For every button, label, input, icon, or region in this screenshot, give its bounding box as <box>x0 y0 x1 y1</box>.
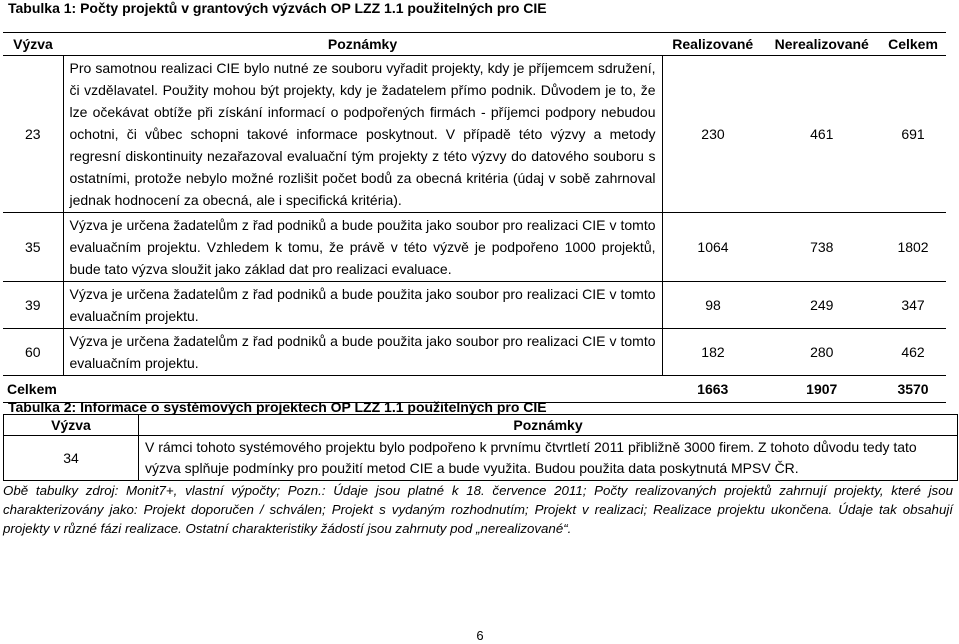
header-vyzva: Výzva <box>4 415 139 436</box>
row-nerealizovane: 280 <box>763 329 880 376</box>
header-vyzva: Výzva <box>3 33 63 56</box>
row-note: V rámci tohoto systémového projektu bylo podpořeno k prvnímu čtvrtletí 2011 přibližně 3000 firem. Z tohoto důvodu tedy tato výzva splňuje podmínky pro použití metod CIE a bude využita. Budou použita data poskytnutá MPSV ČR. <box>139 436 958 481</box>
table2 <box>3 414 958 481</box>
table2-header-row <box>4 415 958 436</box>
table-row <box>4 436 958 481</box>
row-celkem: 1802 <box>880 213 946 282</box>
header-nerealizovane: Nerealizované <box>763 33 880 56</box>
row-vyzva: 60 <box>3 329 63 376</box>
total-realizovane: 1663 <box>662 376 763 403</box>
table1-title: Tabulka 1: Počty projektů v grantových výzvách OP LZZ 1.1 použitelných pro CIE <box>8 0 547 16</box>
table-row <box>3 213 946 282</box>
row-realizovane: 230 <box>662 56 763 213</box>
table1-header-row <box>3 33 946 56</box>
row-vyzva: 34 <box>4 436 139 481</box>
row-celkem: 347 <box>880 282 946 329</box>
table-row <box>3 329 946 376</box>
total-celkem: 3570 <box>880 376 946 403</box>
row-note: Výzva je určena žadatelům z řad podniků a bude použita jako soubor pro realizaci CIE v tomto evaluačním projektu. <box>63 282 662 329</box>
table2-title: Tabulka 2: Informace o systémových projektech OP LZZ 1.1 použitelných pro CIE <box>8 399 547 415</box>
total-label: Celkem <box>3 376 662 403</box>
header-realizovane: Realizované <box>662 33 763 56</box>
row-celkem: 691 <box>880 56 946 213</box>
row-realizovane: 98 <box>662 282 763 329</box>
row-note: Výzva je určena žadatelům z řad podniků a bude použita jako soubor pro realizaci CIE v tomto evaluačním projektu. Vzhledem k tomu, že právě v této výzvě je podpořeno 1000 projektů, bude tato výzva sloužit jako základ dat pro realizaci evaluace. <box>63 213 662 282</box>
row-vyzva: 23 <box>3 56 63 213</box>
page-number: 6 <box>476 628 484 643</box>
total-nerealizovane: 1907 <box>763 376 880 403</box>
row-note: Pro samotnou realizaci CIE bylo nutné ze souboru vyřadit projekty, kdy je příjemcem sdružení, či vzdělavatel. Použity mohou být projekty, kdy je žadatelem přímo podnik. Důvodem je to, že lze očekávat obtíže při získání informací o podpořených firmách - příjemci podpory nebudou ochotni, či vůbec schopni takové informace poskytnout. V případě této výzvy a metody regresní diskontinuity nezařazoval evaluační tým projekty z této výzvy do datového souboru s ostatními, protože nebylo možné rozlišit počet bodů za obecná kritéria (údaj v sobě zahrnoval jednak hodnocení za obecná, ale i specifická kritéria). <box>63 56 662 213</box>
row-nerealizovane: 249 <box>763 282 880 329</box>
table-row <box>3 56 946 213</box>
row-nerealizovane: 461 <box>763 56 880 213</box>
row-celkem: 462 <box>880 329 946 376</box>
row-note: Výzva je určena žadatelům z řad podniků a bude použita jako soubor pro realizaci CIE v tomto evaluačním projektu. <box>63 329 662 376</box>
header-poznamky: Poznámky <box>139 415 958 436</box>
header-celkem: Celkem <box>880 33 946 56</box>
table1 <box>3 32 946 403</box>
header-poznamky: Poznámky <box>63 33 662 56</box>
table-row <box>3 282 946 329</box>
row-realizovane: 182 <box>662 329 763 376</box>
row-vyzva: 39 <box>3 282 63 329</box>
source-note: Obě tabulky zdroj: Monit7+, vlastní výpočty; Pozn.: Údaje jsou platné k 18. července 2011; Počty realizovaných projektů zahrnují projekty, které jsou charakterizovány jako: Projekt doporučen / schválen; Projekt s vydaným rozhodnutím; Projekt v realizaci; Realizace projektu ukončena. Údaje tak obsahují projekty v různé fázi realizace. Ostatní charakteristiky žádostí jsou zahrnuty pod „nerealizované“. <box>3 483 953 536</box>
row-vyzva: 35 <box>3 213 63 282</box>
row-realizovane: 1064 <box>662 213 763 282</box>
row-nerealizovane: 738 <box>763 213 880 282</box>
